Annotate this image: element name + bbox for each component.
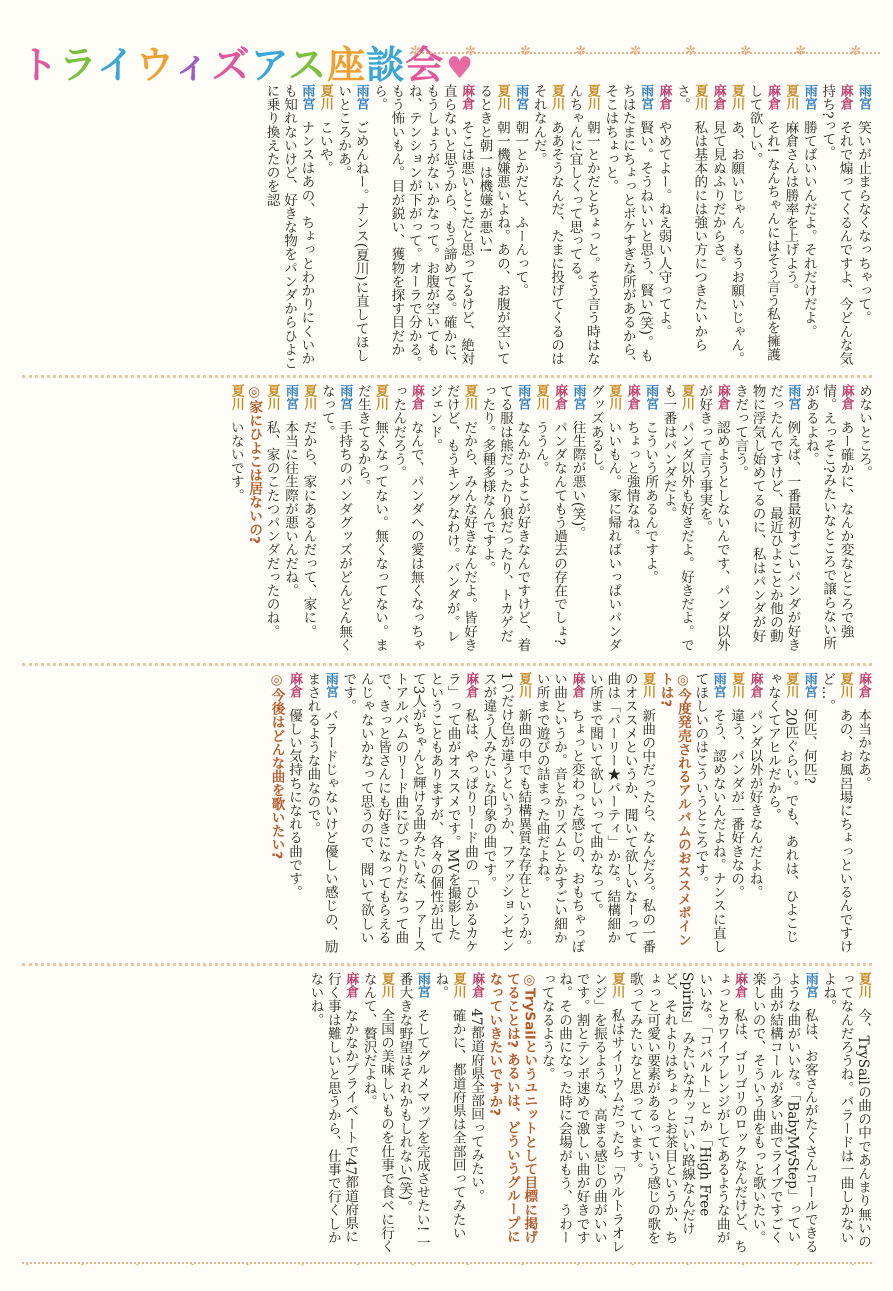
dialogue-text: だから、家にあるんだって、家に。 xyxy=(300,420,317,638)
dialogue-line xyxy=(467,972,485,1254)
dialogue-text: 47都道府県全部回ってみたい。 xyxy=(468,1008,485,1203)
question-text: ◎TrySailというユニットとして目標に掲げてることは? あるいは、どういうグループになっていきたいですか? xyxy=(486,972,538,1244)
dialogue-line xyxy=(303,672,339,954)
dialogue-text: 確かに、都道府県は全部回ってみたいね。 xyxy=(432,972,466,1240)
speaker-label: 雨宮 xyxy=(299,84,315,110)
dialogue-line xyxy=(262,84,315,370)
dialogue-text: ナンスはあの、ちょっとわかりにくいかも知れないけど、好きな物をパンダからひよこに乗り換えたのを認 xyxy=(263,84,315,370)
speaker-label: 麻倉 xyxy=(408,384,424,410)
dialogue-text: やめてよー。ねえ弱い人守ってよ。 xyxy=(655,120,672,338)
dialogue-text: 朝一とかだとちょっと。そう言う時はなんちゃんに宜しくって思ってる。 xyxy=(566,84,600,366)
divider xyxy=(22,663,872,666)
speaker-label: 雨宮 xyxy=(638,84,654,110)
dialogue-text: 私はサイリウムだったら「ウルトラオレンジ」を振るような、高まる感じの曲がいいです。割とテンポ速めで激しい曲が好きですね。その曲になった時に会場がもう、うわーってなるような。 xyxy=(538,972,625,1254)
dialogue-line xyxy=(334,84,370,370)
title-text xyxy=(20,43,444,87)
dialogue-text: 勝てばいいんだよ。それだけだよ。 xyxy=(800,120,817,338)
speaker-label: 麻倉 xyxy=(552,384,568,410)
dialogue-line xyxy=(691,672,727,954)
dialogue-text: いいもん。家に帰ればいっぱいパンダグッズあるし。 xyxy=(587,384,622,652)
speaker-label: 夏川 xyxy=(692,84,708,110)
dialogue-line xyxy=(641,384,659,654)
dialogue-line xyxy=(431,972,467,1254)
speaker-label: 雨宮 xyxy=(337,384,353,410)
speaker-label: 麻倉 xyxy=(838,384,854,410)
dialogue-text: パンダ以外も好きだよ。好きだよ。でも一番はパンダだよ。 xyxy=(660,384,694,652)
speaker-label: 夏川 xyxy=(450,972,466,998)
dialogue-text: 朝一機嫌悪いよね。あの、お腹が空いてるときと朝一は機嫌が悪い! xyxy=(476,84,510,366)
speaker-label: 雨宮 xyxy=(513,84,529,110)
dialogue-text: ちょっと強情なね。 xyxy=(623,420,640,543)
speaker-label: 麻倉 xyxy=(469,972,485,998)
title-char: ラ xyxy=(59,43,97,87)
dialogue-line xyxy=(654,84,672,370)
dialogue-line xyxy=(359,972,395,1254)
dialogue-text: 新曲の中だったら、なんだろ。私の一番のオススメというか、聞いて欲しいなーって曲は「パーリー★パーティ」かな。結構細かい所まで聞いて欲しいって曲かなって。 xyxy=(586,672,656,954)
dialogue-text: それで煽ってくるんですよ、今どんな気持ち?って。 xyxy=(819,84,853,366)
dialogue-line xyxy=(315,84,333,370)
dialogue-line xyxy=(819,972,872,1254)
speaker-label: 夏川 xyxy=(264,384,280,410)
dialogue-line xyxy=(854,84,872,370)
dialogue-text: あの、お風呂場にちょっといるんですけど…。 xyxy=(819,672,853,954)
dialogue-text: 私は、お客さんがたくさんコールできるような曲がいいな。「BabyMyStep」っていう曲が結構コールが多い曲でライブですごく楽しいので、そういう曲をもっと歌いたい。 xyxy=(749,972,818,1254)
speaker-label: 麻倉 xyxy=(459,84,475,110)
dialogue-text: 本当かなあ。 xyxy=(855,708,871,790)
speaker-label: 夏川 xyxy=(783,672,799,698)
speaker-label: 雨宮 xyxy=(353,84,369,110)
speaker-label: 麻倉 xyxy=(710,84,726,110)
dialogue-line xyxy=(306,972,359,1254)
speaker-label: 麻倉 xyxy=(837,84,853,110)
dialogue-line xyxy=(568,384,586,654)
speaker-label: 雨宮 xyxy=(283,384,298,410)
dialogue-line xyxy=(764,672,800,954)
speaker-label: 麻倉 xyxy=(656,84,672,110)
question-text: ◎家にひよこは居ないの? xyxy=(246,384,263,544)
speaker-label: 夏川 xyxy=(462,384,478,410)
dialogue-text: なかなかプライベートで47都道府県に行く事は難しいと思うから、仕事で行くしかないね。 xyxy=(307,972,359,1244)
bottom-ornament xyxy=(22,1262,872,1278)
dialogue-text: パンダ以外が好きなんだよね。 xyxy=(746,708,763,899)
title-char: ズ xyxy=(211,43,251,87)
dialogue-text: 本当に往生際が悪いんだね。 xyxy=(282,420,298,598)
dialogue-text: ちょっと変わった感じの、おもちゃっぽい曲というか。音とかリズムとかすごい細かい所まで遊びの詰まった曲だよね。 xyxy=(533,672,585,954)
dialogue-line xyxy=(727,84,745,370)
dialogue-text: バラードじゃないけど優しい感じの、励まされるような曲なので。 xyxy=(304,672,338,954)
dialogue-text: ああそうなんだ、たまに投げてくるのはそれなんだ。 xyxy=(530,84,565,366)
dialogue-text: だから、みんな好きなんだよ。皆好きだけど、もうキングなわけ。パンダが。レジェンド。 xyxy=(426,384,478,652)
dialogue-line xyxy=(731,384,802,654)
dialogue-line xyxy=(801,384,854,654)
dialogue-line xyxy=(601,84,654,370)
dialogue-text: 優しい気持ちになれる曲です。 xyxy=(286,708,302,899)
dialogue-line xyxy=(531,384,549,654)
question-heading xyxy=(245,384,262,654)
dialogue-line xyxy=(799,672,817,954)
divider xyxy=(22,375,872,378)
dialogue-line xyxy=(625,972,748,1254)
page-title xyxy=(20,34,474,89)
dialogue-text: そう、認めないんだよね。ナンスに直してほしいのはこういうところです。 xyxy=(692,672,726,954)
dialogue-text: 私は、やっぱりリード曲の「ひかるカケラ」って曲がオススメです。MVを撮影したということもありますが、各々の個性が出てて3人がちゃんと輝ける曲みたいな、ファーストアルバムのリード曲にぴったりだなって曲で、きっと皆さんにも好きになってもらえるんじゃないかなって思うので、聞いて欲しいです。 xyxy=(340,672,479,954)
speaker-label: 雨宮 xyxy=(801,84,817,110)
speaker-label: 夏川 xyxy=(837,672,853,698)
speaker-label: 夏川 xyxy=(584,84,600,110)
speaker-label: 麻倉 xyxy=(732,972,748,998)
dialogue-line xyxy=(475,84,511,370)
dialogue-line xyxy=(353,384,389,654)
speaker-label: 夏川 xyxy=(516,672,532,698)
title-char: 座 xyxy=(327,43,367,87)
dialogue-text: 手持ちのパンダグッズがどんどん無くなって。 xyxy=(318,384,353,652)
speaker-label: 雨宮 xyxy=(785,384,801,410)
question-heading xyxy=(267,672,284,954)
dialogue-line xyxy=(565,84,601,370)
title-char: 会 xyxy=(405,43,445,87)
question-text: ◎今後はどんな曲を歌いたい? xyxy=(268,672,285,860)
dialogue-line xyxy=(781,84,799,370)
dialogue-text: 私、家のこたつパンダだったのね。 xyxy=(263,420,280,638)
speaker-label: 雨宮 xyxy=(570,384,586,410)
speaker-label: 夏川 xyxy=(228,384,244,410)
question-text: ◎今度発売されるアルバムのおススメポイントは? xyxy=(657,672,691,947)
dialogue-line xyxy=(281,384,299,654)
dialogue-line xyxy=(478,384,531,654)
speaker-label: 雨宮 xyxy=(801,672,817,698)
dialogue-text: 認めようとしないんです、パンダ以外が好きって言う事実を。 xyxy=(696,384,730,652)
dialogue-line xyxy=(370,84,475,370)
question-heading xyxy=(656,672,691,954)
title-char: ィ xyxy=(172,43,212,87)
speaker-label: 麻倉 xyxy=(624,384,640,410)
speaker-label: 夏川 xyxy=(783,84,799,110)
dialogue-line xyxy=(708,84,726,370)
section-3 xyxy=(24,672,872,954)
section-4 xyxy=(24,972,872,1254)
speaker-label: 夏川 xyxy=(606,384,622,410)
dialogue-text: 新曲の中でも結構異質な存在というか。1つだけ色が違うというか、ファッションセンスが違う人みたいな印象の曲です。 xyxy=(480,672,532,954)
dialogue-line xyxy=(818,84,854,370)
title-char: ウ xyxy=(135,43,173,87)
dialogue-line xyxy=(537,972,625,1254)
dialogue-text: いないです。 xyxy=(227,420,244,502)
dialogue-text: 今、TrySailの曲の中であんまり無いのってなんだろうね。バラードは一曲しかないよね。 xyxy=(820,972,871,1249)
dialogue-line xyxy=(550,384,568,654)
dialogue-text: 朝一とかだと、ふーんって。 xyxy=(512,120,529,298)
speaker-label: 夏川 xyxy=(301,384,317,410)
question-heading xyxy=(485,972,537,1254)
speaker-label: 夏川 xyxy=(533,384,549,410)
dialogue-text: 往生際が悪い(笑)。 xyxy=(569,420,586,540)
dialogue-line xyxy=(748,972,819,1254)
speaker-label: 麻倉 xyxy=(463,672,479,698)
speaker-label: 夏川 xyxy=(640,672,656,698)
dialogue-text: 私は基本的には強い方につきたいからさ。 xyxy=(673,84,708,352)
dialogue-line xyxy=(587,384,623,654)
title-char: ア xyxy=(250,43,289,87)
dialogue-text: 麻倉さんは勝率を上げよう。 xyxy=(782,120,799,298)
speaker-label: 麻倉 xyxy=(287,672,302,698)
dialogue-line xyxy=(317,384,353,654)
speaker-label: 麻倉 xyxy=(856,672,871,698)
dialogue-line xyxy=(299,384,317,654)
section-1 xyxy=(24,84,872,370)
dialogue-line xyxy=(285,672,303,954)
dialogue-text: それ! なんちゃんにはそう言う私を擁護して欲しい。 xyxy=(746,84,780,362)
speaker-label: 麻倉 xyxy=(764,84,780,110)
dialogue-text: めないところ。 xyxy=(856,384,872,480)
speaker-label: 夏川 xyxy=(678,384,694,410)
divider xyxy=(22,963,872,966)
dialogue-text: なんかひよこが好きなんですけど、着てる服は熊だったり狼だったり、トカゲだったり。多種多様なんですよ。 xyxy=(479,384,531,652)
dialogue-text: 賢い。そうねいいと思う、賢い(笑)。もちはたまにちょっとボケすぎな所があるから、そこはちょっと。 xyxy=(602,84,654,370)
speaker-label: 雨宮 xyxy=(414,972,430,998)
dialogue-line xyxy=(586,672,657,954)
title-char: イ xyxy=(96,43,136,87)
dialogue-text: 笑いが止まらなくなっちゃって。 xyxy=(855,120,871,325)
dialogue-line xyxy=(727,672,745,954)
dialogue-line xyxy=(673,84,709,370)
speaker-label: 麻倉 xyxy=(569,672,585,698)
dialogue-line xyxy=(226,384,244,654)
speaker-label: 夏川 xyxy=(729,84,745,110)
dialogue-text: 無くなってない。無くなってない。まだ生きてるから。 xyxy=(354,384,389,652)
speaker-label: 夏川 xyxy=(609,972,625,998)
dialogue-text: 私は、ゴリゴリのロックなんだけど、ちょっとカワイアレンジがしてあるような曲がいいな。「コバルト」と か「High Free Spirits」みたいなカッコいい路線なんだけど、それよりはちょっとお茶目というか、ちょっと可愛い要素があるっていう感じの歌を歌ってみたいなと思っています。 xyxy=(626,972,748,1254)
dialogue-text: 違う、パンダが一番好きなの。 xyxy=(728,708,745,899)
title-char: 談 xyxy=(366,43,406,87)
dialogue-text: こういう所あるんですよ。 xyxy=(642,420,659,584)
dialogue-text: 例えば、一番最初すごいパンダが好きだったんですけど、最近ひよことか他の動物に浮気し始めてるのに、私はパンダが好きだって言う。 xyxy=(732,384,801,652)
speaker-label: 夏川 xyxy=(317,84,333,110)
dialogue-text: ごめんねー。ナンス(夏川)に直してほしいところかあ。 xyxy=(335,84,369,363)
speaker-label: 夏川 xyxy=(729,672,745,698)
speaker-label: 雨宮 xyxy=(515,384,531,410)
dialogue-line xyxy=(425,384,478,654)
dialogue-line xyxy=(695,384,731,654)
dialogue-line xyxy=(854,672,872,954)
speaker-label: 夏川 xyxy=(379,972,395,998)
speaker-label: 麻倉 xyxy=(714,384,730,410)
dialogue-text: 何匹、何匹? xyxy=(800,708,817,784)
speaker-label: 麻倉 xyxy=(747,672,763,698)
section-2 xyxy=(24,384,872,654)
dialogue-line xyxy=(745,84,781,370)
speaker-label: 雨宮 xyxy=(802,972,818,998)
dialogue-line xyxy=(389,384,425,654)
speaker-label: 雨宮 xyxy=(710,672,726,698)
dialogue-text: こいや。 xyxy=(316,120,333,175)
dialogue-text: あ、お願いじゃん。もうお願いじゃん。 xyxy=(728,120,745,366)
dialogue-line xyxy=(622,384,640,654)
dialogue-text: 20匹ぐらい。でも、あれは、ひよこじゃなくてアヒルだから。 xyxy=(764,672,799,944)
speaker-label: 夏川 xyxy=(856,972,871,998)
dialogue-line xyxy=(799,84,817,370)
title-char: ス xyxy=(288,43,328,87)
speaker-label: 雨宮 xyxy=(856,84,871,110)
speaker-label: 雨宮 xyxy=(643,384,659,410)
heart-icon: ♥ xyxy=(446,51,475,86)
dialogue-text: そしてグルメマップを完成させたい! 一番大きな野望はそれかもしれない(笑)。 xyxy=(396,972,430,1250)
top-ornament xyxy=(410,52,880,66)
speaker-label: 麻倉 xyxy=(343,972,359,998)
dialogue-line xyxy=(855,384,872,654)
dialogue-line xyxy=(529,84,565,370)
speaker-label: 雨宮 xyxy=(322,672,338,698)
dialogue-line xyxy=(262,384,280,654)
title-char: ト xyxy=(20,43,60,87)
dialogue-text: そこは悪いとこだと思ってるけど、絶対直らないと思うから、もう諦めてる。確かに、もうしょうがないかなって。お腹が空いてもね、テンションが下がって。オーラで分かる。もう怖いもん。目が鋭い、獲物を探す目だから。 xyxy=(371,84,475,370)
dialogue-line xyxy=(532,672,585,954)
dialogue-line xyxy=(818,672,854,954)
speaker-label: 夏川 xyxy=(549,84,565,110)
speaker-label: 夏川 xyxy=(494,84,510,110)
dialogue-text: なんで、パンダへの愛は無くなっちゃったんだろう。 xyxy=(390,384,424,652)
dialogue-text: パンダなんてもう過去の存在でしょ? xyxy=(551,420,568,646)
dialogue-line xyxy=(511,84,529,370)
dialogue-line xyxy=(395,972,431,1254)
dialogue-line xyxy=(339,672,479,954)
dialogue-text: ううん。 xyxy=(532,420,549,475)
dialogue-text: 見て見ぬふりだからさ。 xyxy=(709,120,726,270)
dialogue-line xyxy=(745,672,763,954)
dialogue-line xyxy=(479,672,532,954)
dialogue-text: 全国の美味しいものを仕事で食べに行くなんて、贅沢だよね。 xyxy=(360,972,395,1254)
dialogue-text: あー確かに、なんか変なところで強情。えっそこ?みたいなところで譲らない所があるよね。 xyxy=(802,384,854,650)
speaker-label: 夏川 xyxy=(373,384,389,410)
dialogue-line xyxy=(659,384,695,654)
